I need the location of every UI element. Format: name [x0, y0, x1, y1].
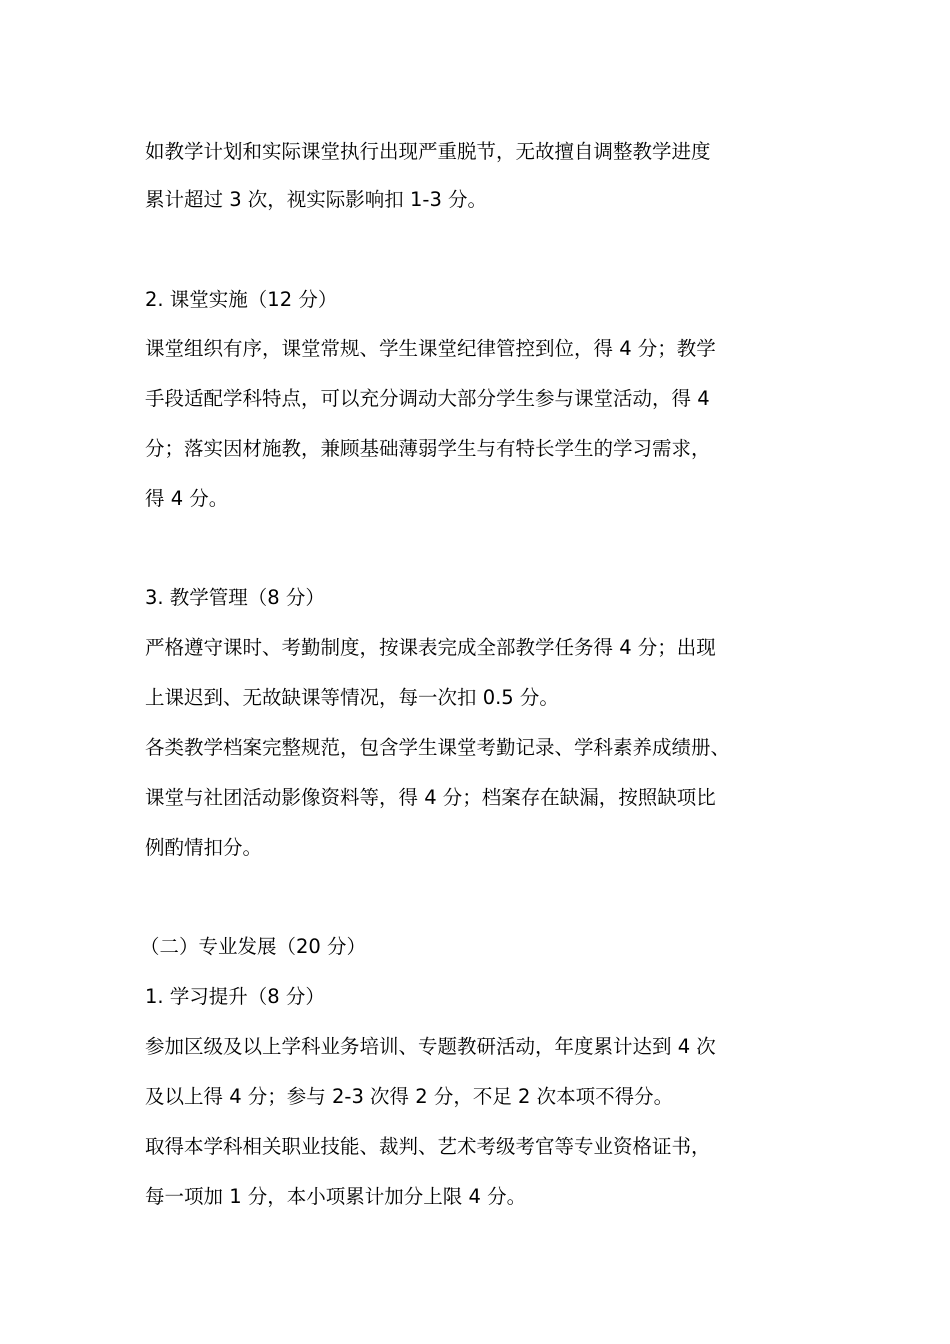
paragraph-line: 累计超过 3 次，视实际影响扣 1-3 分。: [145, 188, 488, 211]
paragraph-line: 课堂组织有序，课堂常规、学生课堂纪律管控到位，得 4 分；教学: [145, 337, 716, 360]
paragraph-line: 及以上得 4 分；参与 2-3 次得 2 分，不足 2 次本项不得分。: [145, 1085, 674, 1108]
paragraph-line: 各类教学档案完整规范，包含学生课堂考勤记录、学科素养成绩册、: [145, 736, 731, 759]
paragraph-line: 严格遵守课时、考勤制度，按课表完成全部教学任务得 4 分；出现: [145, 636, 716, 659]
section-heading: 1. 学习提升（8 分）: [145, 985, 325, 1008]
paragraph-line: 分；落实因材施教，兼顾基础薄弱学生与有特长学生的学习需求，: [145, 437, 711, 460]
paragraph-line: 例酌情扣分。: [145, 836, 263, 859]
paragraph-line: 上课迟到、无故缺课等情况，每一次扣 0.5 分。: [145, 686, 559, 709]
section-heading: 2. 课堂实施（12 分）: [145, 288, 338, 311]
paragraph-line: 每一项加 1 分，本小项累计加分上限 4 分。: [145, 1185, 527, 1208]
paragraph-line: 课堂与社团活动影像资料等，得 4 分；档案存在缺漏，按照缺项比: [145, 786, 716, 809]
paragraph-line: 取得本学科相关职业技能、裁判、艺术考级考官等专业资格证书，: [145, 1135, 711, 1158]
chapter-heading: （二）专业发展（20 分）: [140, 935, 367, 958]
paragraph-line: 参加区级及以上学科业务培训、专题教研活动，年度累计达到 4 次: [145, 1035, 716, 1058]
section-heading: 3. 教学管理（8 分）: [145, 586, 325, 609]
paragraph-line: 如教学计划和实际课堂执行出现严重脱节，无故擅自调整教学进度: [145, 140, 711, 163]
paragraph-line: 得 4 分。: [145, 487, 229, 510]
paragraph-line: 手段适配学科特点，可以充分调动大部分学生参与课堂活动，得 4: [145, 387, 710, 410]
